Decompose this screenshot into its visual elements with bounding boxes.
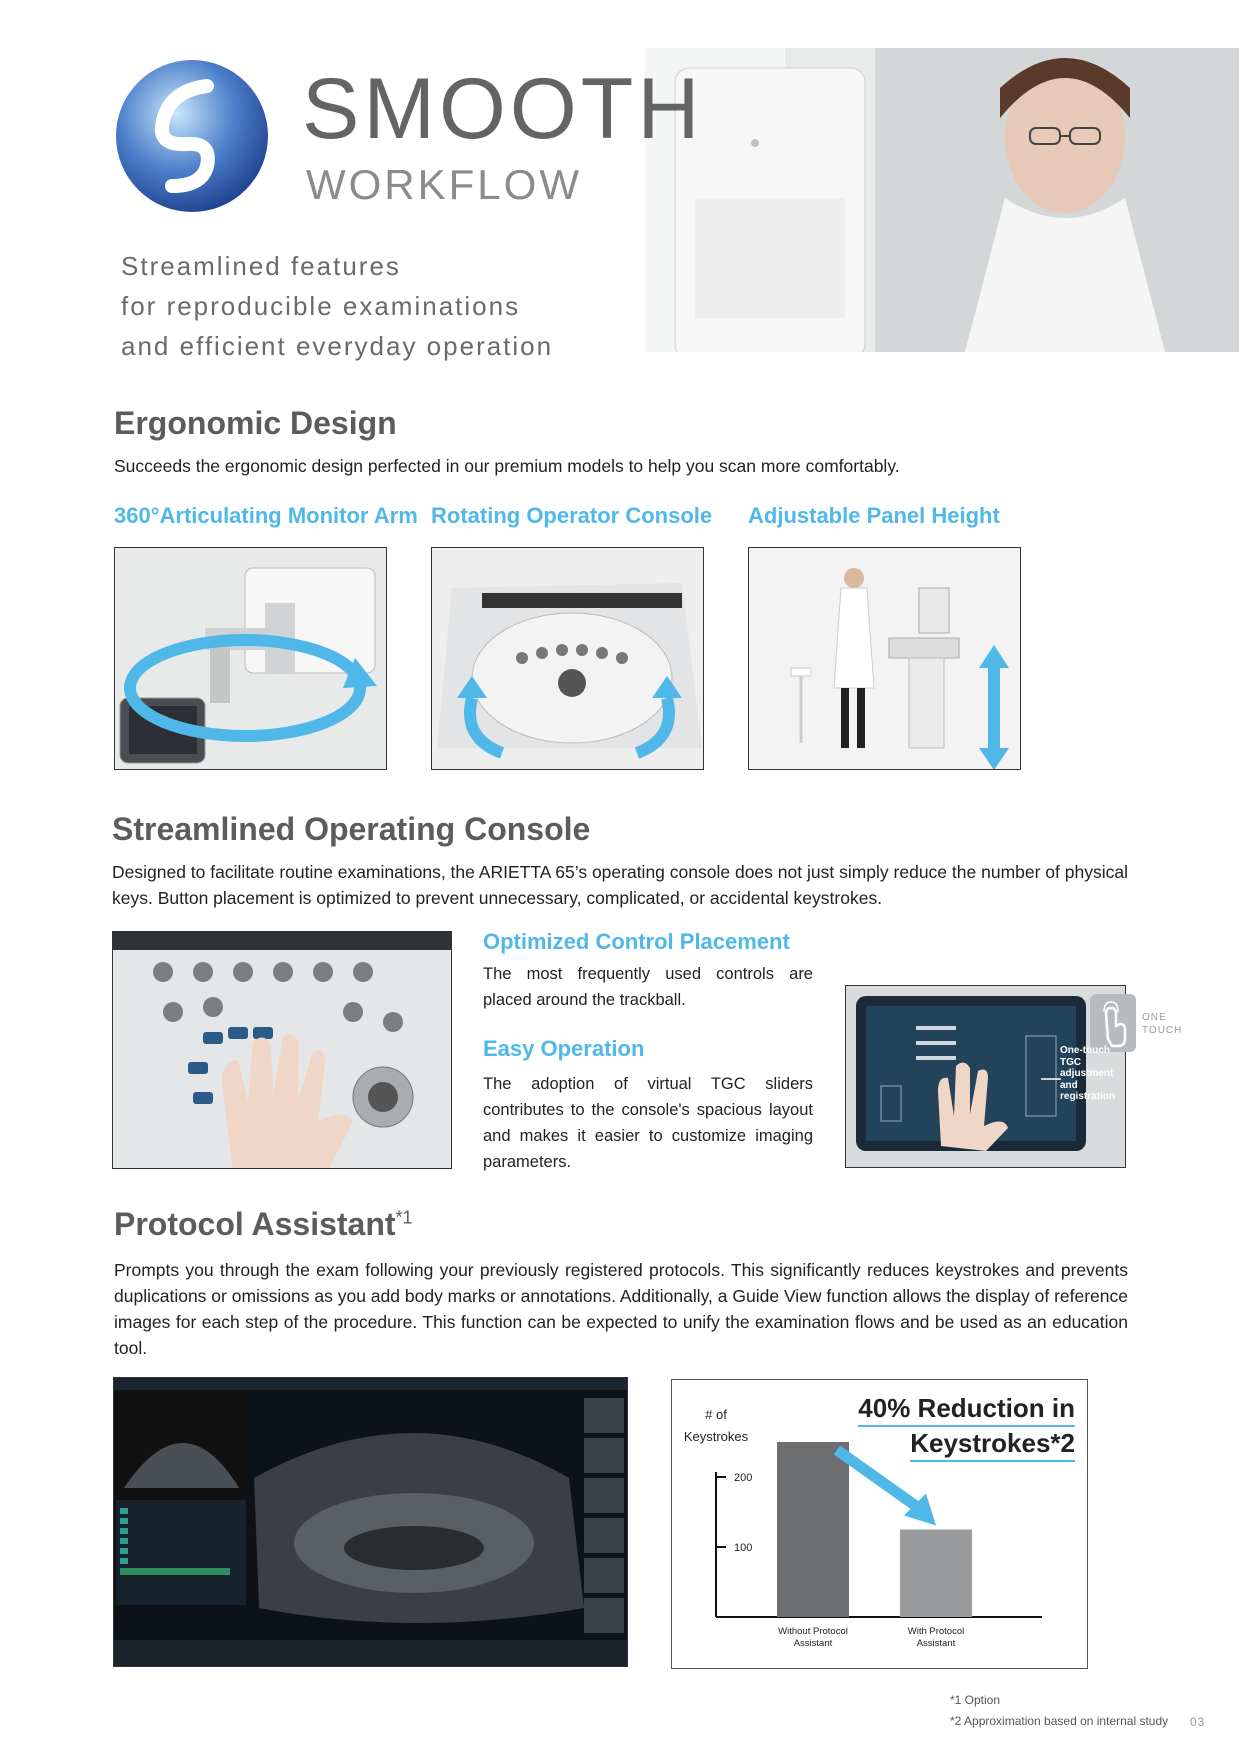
keystroke-chart [671,1379,1088,1669]
easy-operation-body: The adoption of virtual TGC sliders contributes to the console's spacious layout and makes it easier to customize imaging parameters. [483,1075,813,1171]
y-axis-label: # of [705,1407,727,1422]
tgc-callout: One-touch TGC adjustment and registration [1060,1045,1116,1102]
section-heading-protocol [114,1206,413,1243]
one-touch-icon [1090,994,1136,1052]
one-touch-label: ONE TOUCH [1142,1012,1183,1036]
feature-label-panel-height: Adjustable Panel Height [748,503,1000,528]
smooth-logo-icon [112,56,272,216]
footnote: *1 Option [950,1693,1001,1707]
protocol-heading-note: *1 [395,1207,413,1228]
tagline-line: for reproducible examinations [121,291,521,321]
feature-label-monitor-arm: 360°Articulating Monitor Arm [114,503,418,528]
hero-photo [645,48,1239,352]
page-number: 03 [1190,1715,1206,1729]
protocol-heading-text: Protocol Assistant [114,1206,396,1242]
rotating-console-photo [431,547,704,770]
feature-label-rotating-console: Rotating Operator Console [431,503,713,528]
monitor-arm-photo [114,547,387,770]
y-tick-label: 100 [734,1542,753,1554]
x-category-label: Assistant [793,1638,833,1649]
protocol-screen-screenshot [113,1377,628,1667]
tagline-line: and efficient everyday operation [121,331,554,361]
section-heading-console: Streamlined Operating Console [112,811,591,847]
chart-title-line: Keystrokes*2 [910,1427,1075,1462]
footnote: *2 Approximation based on internal study [950,1714,1169,1728]
console-body: Designed to facilitate routine examinations, the ARIETTA 65’s operating console does not just simply reduce the number of physical keys. Button placement is optimized to prevent unnecessary, complicated, or accidental keystrokes. [112,862,1128,908]
protocol-body: Prompts you through the exam following your previously registered protocols. This significantly reduces keystrokes and prevents duplications or omissions as you add body marks or annotations. Additionally, a Guide View function allows the display of reference images for each step of the procedure. This function can be expected to unify the examination flows and be used as an education tool. [114,1260,1128,1358]
panel-height-photo [748,547,1021,770]
y-tick-label: 200 [734,1472,753,1484]
x-category-label: With Protocol [907,1626,965,1637]
tagline [121,246,553,366]
bar [777,1442,849,1617]
ergonomic-body: Succeeds the ergonomic design perfected in our premium models to help you scan more comfortably. [114,456,900,476]
hero-title: SMOOTH [302,61,704,157]
tagline-line: Streamlined features [121,251,401,281]
chart-title-line: 40% Reduction in [858,1392,1075,1427]
hero-subtitle: WORKFLOW [306,161,582,208]
placement-body: The most frequently used controls are placed around the trackball. [483,965,813,1009]
console-hand-photo [112,931,452,1169]
easy-operation-heading: Easy Operation [483,1036,645,1061]
bar [900,1530,972,1618]
x-category-label: Without Protocol [778,1626,848,1637]
section-heading-ergonomic: Ergonomic Design [114,405,397,441]
placement-heading: Optimized Control Placement [483,929,790,954]
x-category-label: Assistant [916,1638,956,1649]
y-axis-label: Keystrokes [683,1429,749,1444]
doctor-with-monitor-illustration [645,48,1239,352]
chart-title [858,1392,1075,1462]
